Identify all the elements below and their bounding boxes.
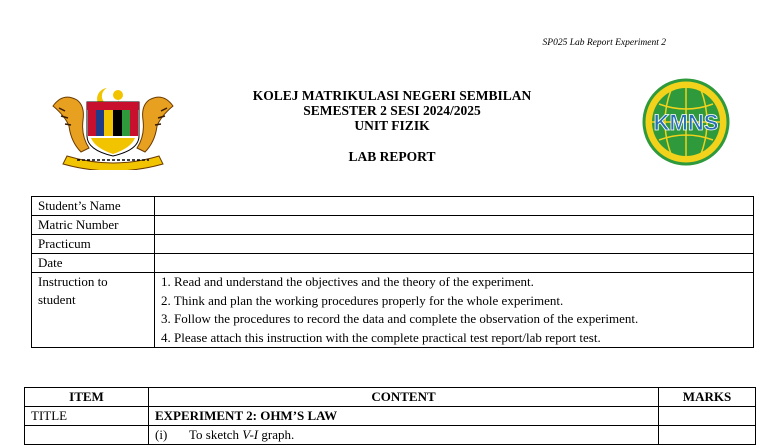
table-header-row <box>25 388 756 407</box>
objective-text <box>189 426 294 444</box>
objective-item-cell <box>25 426 149 445</box>
document-code: SP025 Lab Report Experiment 2 <box>542 38 666 48</box>
items-table <box>24 387 756 445</box>
table-row <box>25 426 756 445</box>
table-row <box>32 216 754 235</box>
table-row <box>32 235 754 254</box>
item-header: ITEM <box>25 388 149 407</box>
marks-header: MARKS <box>659 388 756 407</box>
report-title: LAB REPORT <box>348 149 436 164</box>
objective-text-prefix: To sketch <box>189 427 243 442</box>
content-header: CONTENT <box>149 388 659 407</box>
unit-name: UNIT FIZIK <box>354 118 430 133</box>
kmns-globe-logo-icon <box>637 78 735 166</box>
date-field[interactable] <box>155 254 754 273</box>
student-name-label: Student’s Name <box>32 197 155 216</box>
objective-text-italic: V-I <box>242 427 259 442</box>
marks-cell[interactable] <box>659 407 756 426</box>
instruction-label-line: Instruction to <box>38 274 108 289</box>
table-row <box>25 407 756 426</box>
table-row <box>32 273 754 348</box>
college-name: KOLEJ MATRIKULASI NEGERI SEMBILAN <box>252 88 532 103</box>
instruction-list <box>155 273 754 348</box>
objective-text-suffix: graph. <box>258 427 295 442</box>
student-name-field[interactable] <box>155 197 754 216</box>
title-item-cell: TITLE <box>25 407 149 426</box>
objective-number: (i) <box>155 427 168 442</box>
instruction-label <box>32 273 155 348</box>
matric-number-field[interactable] <box>155 216 754 235</box>
instruction-item: 1. Read and understand the objectives and the theory of the experiment. <box>161 274 534 289</box>
instruction-item: 2. Think and plan the working procedures properly for the whole experiment. <box>161 292 564 308</box>
objective-cell <box>149 426 659 445</box>
student-info-table <box>31 196 754 348</box>
table-row <box>32 254 754 273</box>
experiment-title: EXPERIMENT 2: OHM’S LAW <box>149 407 659 426</box>
practicum-field[interactable] <box>155 235 754 254</box>
semester-session: SEMESTER 2 SESI 2024/2025 <box>303 103 481 118</box>
instruction-label-line: student <box>38 292 76 307</box>
matric-number-label: Matric Number <box>32 216 155 235</box>
date-label: Date <box>32 254 155 273</box>
marks-cell[interactable] <box>659 426 756 445</box>
table-row <box>32 197 754 216</box>
instruction-item: 4. Please attach this instruction with the complete practical test report/lab report test. <box>161 329 601 345</box>
practicum-label: Practicum <box>32 235 155 254</box>
logo-text: KMNS <box>653 110 719 135</box>
instruction-item: 3. Follow the procedures to record the data and complete the observation of the experiment. <box>161 311 639 326</box>
